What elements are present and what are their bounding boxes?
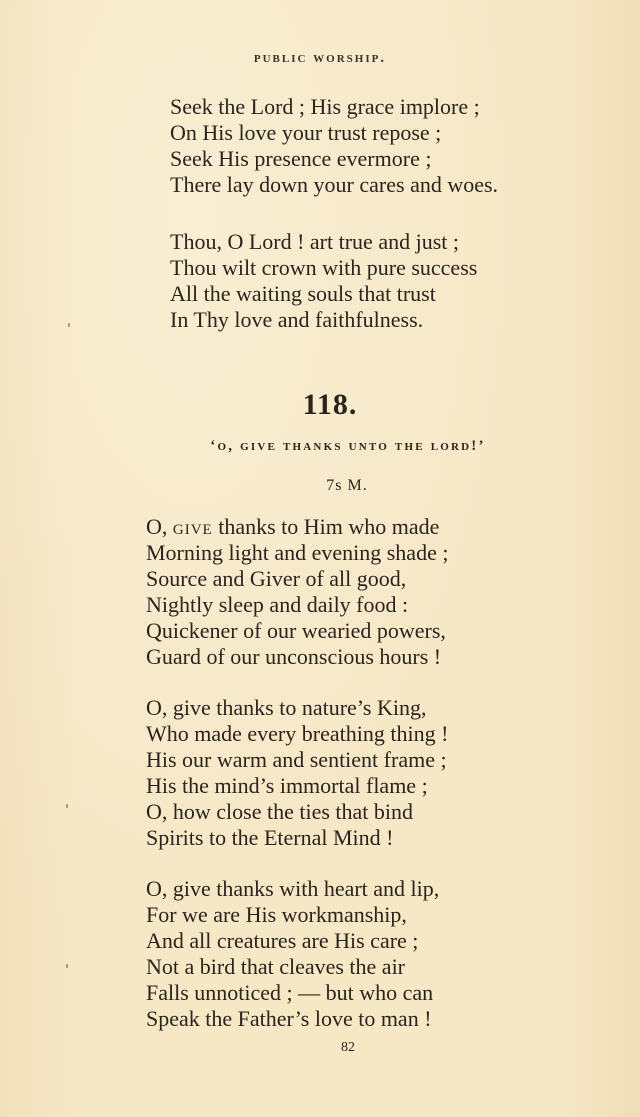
verse-line: For we are His workmanship,	[146, 902, 407, 927]
verse-line: And all creatures are His care ;	[146, 928, 419, 953]
verse-line: Thou, O Lord ! art true and just ;	[170, 229, 459, 254]
verse-line: O, give thanks with heart and lip,	[146, 876, 440, 901]
hymn-stanza-3	[146, 876, 439, 1032]
verse-line: Speak the Father’s love to man !	[146, 1006, 432, 1031]
running-head: public worship.	[253, 50, 387, 66]
verse-line: O, how close the ties that bind	[146, 799, 414, 824]
hymn-meter: 7s M.	[326, 477, 368, 494]
paper-speck	[68, 323, 70, 327]
verse-line: Nightly sleep and daily food :	[146, 592, 409, 617]
hymn-stanza-1	[146, 514, 448, 670]
verse-line: All the waiting souls that trust	[170, 281, 436, 306]
verse-line: On His love your trust repose ;	[170, 120, 442, 145]
verse-line: Who made every breathing thing !	[146, 721, 449, 746]
stanza-continued-1	[170, 94, 498, 198]
verse-line: There lay down your cares and woes.	[170, 172, 499, 197]
hymn-title: ‘o, give thanks unto the lord!’	[210, 438, 486, 454]
verse-first-words: give	[172, 514, 213, 539]
verse-line: Guard of our unconscious hours !	[146, 644, 442, 669]
verse-first-rest: thanks to Him who made	[212, 514, 440, 539]
page-number: 82	[341, 1040, 355, 1055]
hymn-stanza-2	[146, 695, 448, 851]
verse-line-first	[146, 514, 448, 540]
verse-line: His the mind’s immortal flame ;	[146, 773, 428, 798]
verse-line: O, give thanks to nature’s King,	[146, 695, 427, 720]
hymn-number: 118.	[302, 388, 358, 421]
verse-line: Quickener of our wearied powers,	[146, 618, 446, 643]
verse-opening: O,	[146, 514, 168, 539]
verse-line: Falls unnoticed ; — but who can	[146, 980, 434, 1005]
verse-line: Spirits to the Eternal Mind !	[146, 825, 394, 850]
verse-line: Seek the Lord ; His grace implore ;	[170, 94, 480, 119]
verse-line: Source and Giver of all good,	[146, 566, 407, 591]
paper-speck	[66, 804, 68, 808]
verse-line: In Thy love and faithfulness.	[170, 307, 424, 332]
verse-line: Morning light and evening shade ;	[146, 540, 449, 565]
verse-line: His our warm and sentient frame ;	[146, 747, 447, 772]
stanza-continued-2	[170, 229, 477, 333]
verse-line: Seek His presence evermore ;	[170, 146, 432, 171]
paper-speck	[66, 964, 68, 968]
verse-line: Thou wilt crown with pure success	[170, 255, 478, 280]
verse-line: Not a bird that cleaves the air	[146, 954, 406, 979]
